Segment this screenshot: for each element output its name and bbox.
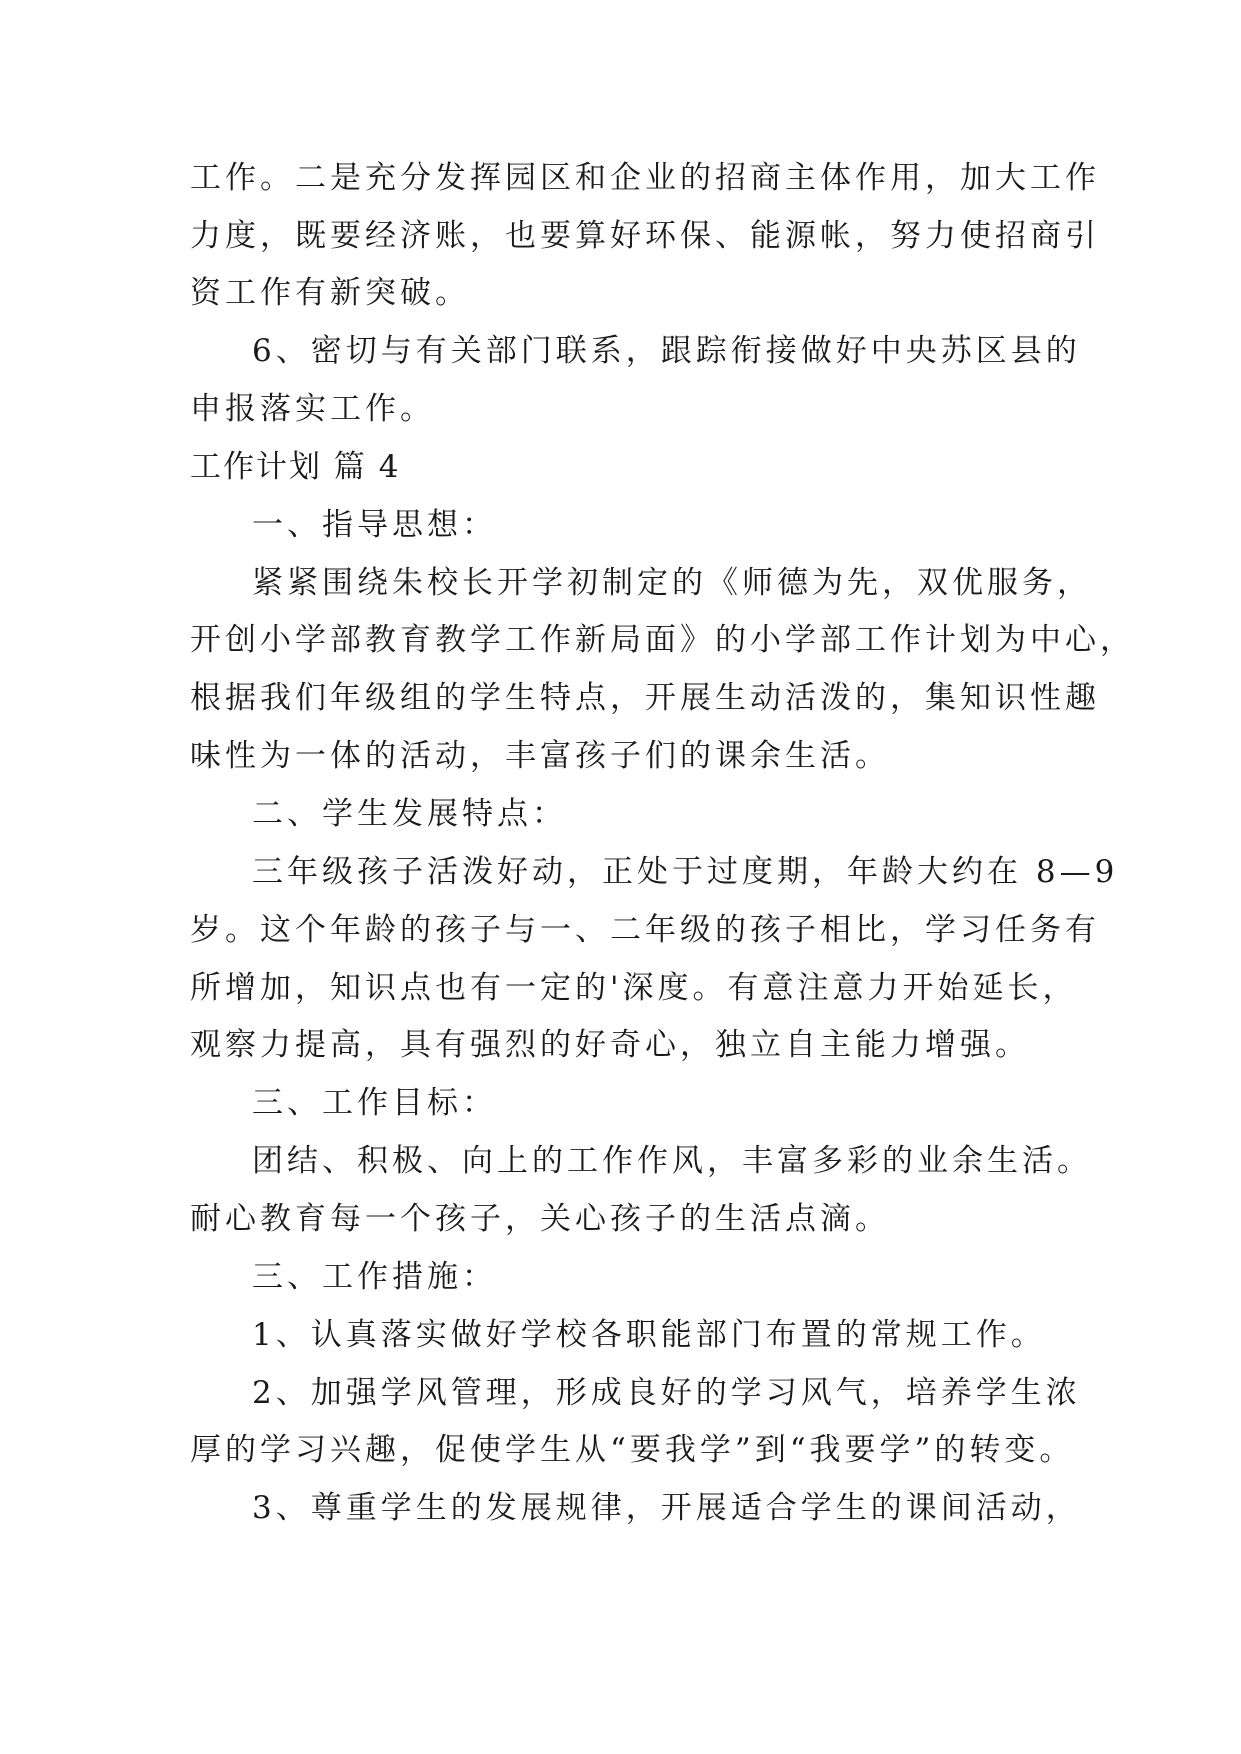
text-line: 耐心教育每一个孩子，关心孩子的生活点滴。 bbox=[190, 1201, 890, 1237]
text-line: 力度，既要经济账，也要算好环保、能源帐，努力使招商引 bbox=[190, 218, 1100, 254]
section-heading: 工作计划 篇 4 bbox=[190, 449, 401, 485]
text-line: 所增加，知识点也有一定的'深度。有意注意力开始延长， bbox=[190, 970, 1078, 1006]
text-line: 紧紧围绕朱校长开学初制定的《师德为先，双优服务， bbox=[252, 565, 1092, 601]
text-line: 3、尊重学生的发展规律，开展适合学生的课间活动， bbox=[252, 1490, 1081, 1526]
text-line: 团结、积极、向上的工作作风，丰富多彩的业余生活。 bbox=[252, 1143, 1092, 1179]
text-line: 味性为一体的活动，丰富孩子们的课余生活。 bbox=[190, 738, 890, 774]
text-line: 申报落实工作。 bbox=[190, 391, 435, 427]
text-line: 三年级孩子活泼好动，正处于过度期，年龄大约在 8—9 bbox=[252, 854, 1119, 890]
subheading: 三、工作目标： bbox=[252, 1085, 497, 1121]
text-line: 岁。这个年龄的孩子与一、二年级的孩子相比，学习任务有 bbox=[190, 912, 1100, 948]
text-line: 开创小学部教育教学工作新局面》的小学部工作计划为中心， bbox=[190, 622, 1135, 658]
text-line: 厚的学习兴趣，促使学生从“要我学”到“我要学”的转变。 bbox=[190, 1432, 1075, 1468]
text-line: 6、密切与有关部门联系，跟踪衔接做好中央苏区县的 bbox=[252, 333, 1081, 369]
text-line: 1、认真落实做好学校各职能部门布置的常规工作。 bbox=[252, 1317, 1046, 1353]
subheading: 三、工作措施： bbox=[252, 1259, 497, 1295]
text-line: 根据我们年级组的学生特点，开展生动活泼的，集知识性趣 bbox=[190, 680, 1100, 716]
text-line: 观察力提高，具有强烈的好奇心，独立自主能力增强。 bbox=[190, 1027, 1030, 1063]
subheading: 一、指导思想： bbox=[252, 507, 497, 543]
text-line: 资工作有新突破。 bbox=[190, 275, 470, 311]
subheading: 二、学生发展特点： bbox=[252, 796, 567, 832]
text-line: 工作。二是充分发挥园区和企业的招商主体作用，加大工作 bbox=[190, 160, 1100, 196]
text-line: 2、加强学风管理，形成良好的学习风气，培养学生浓 bbox=[252, 1375, 1081, 1411]
